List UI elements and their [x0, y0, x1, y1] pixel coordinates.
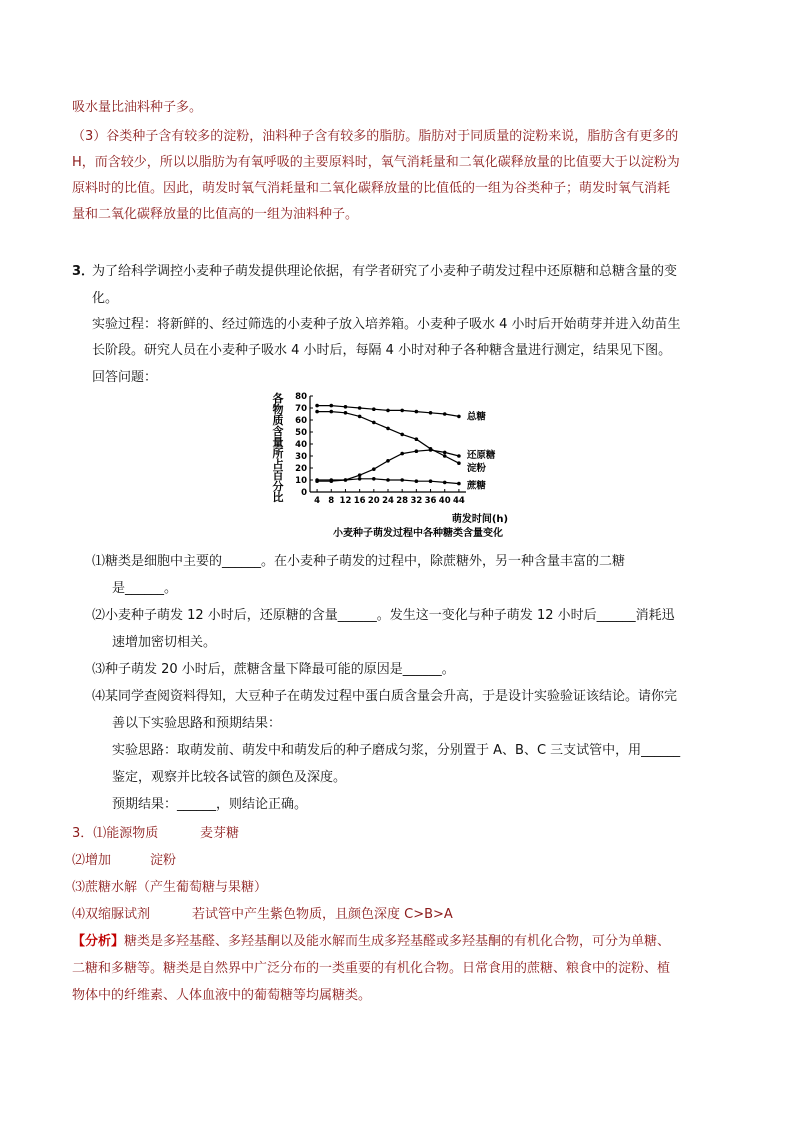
data-point [443, 454, 447, 458]
answer-1: 3．⑴能源物质 [72, 826, 159, 841]
data-point [315, 478, 319, 482]
x-axis-label: 萌发时间(h) [451, 514, 509, 525]
question-prompt: 回答问题： [92, 370, 158, 385]
experiment-process: 长阶段。研究人员在小麦种子吸水 4 小时后，每隔 4 小时对种子各种糖含量进行测定，结果见下图。 [92, 343, 672, 358]
y-tick-label: 40 [295, 440, 307, 450]
data-point [400, 478, 404, 482]
analysis-tag: 【分析】 [72, 934, 125, 949]
answer-2: ⑵增加 [72, 853, 112, 868]
sub-question-3: ⑶种子萌发 20 小时后，蔗糖含量下降最可能的原因是______。 [92, 662, 455, 677]
y-tick-label: 20 [295, 464, 307, 474]
data-point [457, 415, 461, 419]
prev-answer-line: （3）谷类种子含有较多的淀粉，油料种子含有较多的脂肪。脂肪对于同质量的淀粉来说，脂肪含有更多的 [72, 129, 679, 144]
y-tick-label: 30 [295, 452, 307, 462]
x-tick-label: 24 [382, 496, 394, 506]
answer-4-b: 若试管中产生紫色物质，且颜色深度 C>B>A [192, 907, 453, 922]
y-axis-label-char: 质 [272, 414, 284, 427]
data-point [344, 411, 348, 415]
data-point [372, 421, 376, 425]
data-point [415, 449, 419, 453]
question-stem: 为了给科学调控小麦种子萌发提供理论依据，有学者研究了小麦种子萌发过程中还原糖和总糖含量的变 [92, 264, 678, 279]
y-axis-label-char: 含 [272, 425, 284, 438]
data-point [415, 437, 419, 441]
x-tick-label: 8 [328, 496, 335, 506]
analysis-text: 糖类是多羟基醛、多羟基酮以及能水解而生成多羟基醛或多羟基酮的有机化合物，可分为单糖、 [124, 934, 671, 949]
sub-question-1-cont: 是______。 [112, 581, 178, 596]
series-label: 还原糖 [466, 450, 496, 461]
data-point [443, 481, 447, 485]
experiment-process: 实验过程：将新鲜的、经过筛选的小麦种子放入培养箱。小麦种子吸水 4 小时后开始萌芽并进入幼苗生 [92, 317, 681, 332]
series-line-还原糖 [317, 450, 459, 481]
data-point [386, 409, 390, 413]
y-tick-label: 10 [295, 476, 307, 486]
y-tick-label: 50 [295, 428, 307, 438]
y-tick-label: 80 [295, 392, 307, 402]
x-tick-label: 44 [452, 496, 465, 506]
x-tick-label: 28 [396, 496, 409, 506]
data-point [386, 478, 390, 482]
expected-result: 预期结果：______，则结论正确。 [112, 797, 308, 812]
x-tick-label: 20 [367, 496, 380, 506]
x-tick-label: 16 [353, 496, 366, 506]
series-line-淀粉 [317, 412, 459, 464]
prev-answer-line: 量和二氧化碳释放量的比值高的一组为油料种子。 [72, 207, 359, 222]
sub-question-2-cont: 速增加密切相关。 [112, 635, 217, 650]
y-axis-label-char: 量 [272, 436, 284, 449]
data-point [344, 405, 348, 409]
data-point [443, 451, 447, 455]
y-tick-label: 0 [301, 488, 307, 498]
data-point [457, 454, 461, 458]
series-label: 总糖 [466, 411, 486, 423]
y-axis-label-char: 占 [272, 458, 284, 471]
sub-question-4-cont: 善以下实验思路和预期结果： [112, 716, 282, 731]
answer-1-b: 麦芽糖 [200, 826, 240, 841]
data-point [358, 477, 362, 481]
analysis-paragraph [72, 930, 670, 949]
data-point [443, 412, 447, 416]
experiment-idea: 实验思路：取萌发前、萌发中和萌发后的种子磨成匀浆，分别置于 A、B、C 三支试管中，用______ [112, 743, 681, 758]
answer-3: ⑶蔗糖水解（产生葡萄糖与果糖） [72, 880, 268, 895]
data-point [400, 452, 404, 456]
y-tick-label: 60 [295, 416, 307, 426]
data-point [429, 447, 433, 451]
y-axis-label-char: 分 [272, 480, 284, 493]
data-point [329, 410, 333, 414]
x-tick-label: 12 [339, 496, 352, 506]
y-axis-label-char: 所 [272, 447, 284, 460]
data-point [386, 459, 390, 463]
data-point [329, 404, 333, 408]
data-point [344, 478, 348, 482]
data-point [315, 410, 319, 414]
sub-question-2: ⑵小麦种子萌发 12 小时后，还原糖的含量______。发生这一变化与种子萌发 12 小时后______消耗迅 [92, 608, 675, 623]
data-point [372, 407, 376, 411]
sugar-content-chart [268, 390, 528, 540]
analysis-text: 二糖和多糖等。糖类是自然界中广泛分布的一类重要的有机化合物。日常食用的蔗糖、粮食中的淀粉、植 [72, 961, 671, 976]
chart-title: 小麦种子萌发过程中各种糖类含量变化 [333, 528, 503, 539]
data-point [457, 482, 461, 486]
y-axis-label-char: 各 [272, 392, 284, 405]
series-label: 蔗糖 [466, 480, 486, 492]
sub-question-1: ⑴糖类是细胞中主要的______。在小麦种子萌发的过程中，除蔗糖外，另一种含量丰富的二糖 [92, 554, 626, 569]
data-point [358, 415, 362, 419]
y-axis-label-char: 比 [272, 491, 284, 504]
prev-answer-line: 吸水量比油料种子多。 [72, 100, 203, 115]
data-point [315, 404, 319, 408]
data-point [429, 479, 433, 483]
data-point [329, 478, 333, 482]
answer-4: ⑷双缩脲试剂 [72, 907, 151, 922]
x-tick-label: 32 [410, 496, 423, 506]
y-axis-label-char: 百 [272, 469, 284, 482]
data-point [400, 433, 404, 437]
experiment-idea-cont: 鉴定，观察并比较各试管的颜色及深度。 [112, 770, 347, 785]
question-number: 3． [72, 264, 95, 279]
answer-2-b: 淀粉 [150, 853, 177, 868]
data-point [457, 461, 461, 465]
data-point [415, 410, 419, 414]
y-axis-label-char: 物 [272, 403, 284, 416]
y-tick-label: 70 [295, 404, 307, 414]
data-point [372, 467, 376, 471]
prev-answer-line: 原料时的比值。因此，萌发时氧气消耗量和二氧化碳释放量的比值低的一组为谷类种子；萌发时氧气消耗 [72, 181, 671, 196]
data-point [429, 411, 433, 415]
x-tick-label: 40 [438, 496, 451, 506]
data-point [358, 406, 362, 410]
prev-answer-line: H，而含较少，所以以脂肪为有氧呼吸的主要原料时，氧气消耗量和二氧化碳释放量的比值要大于以淀粉为 [72, 155, 680, 170]
x-tick-label: 4 [314, 496, 321, 506]
x-tick-label: 36 [424, 496, 437, 506]
data-point [415, 479, 419, 483]
data-point [372, 477, 376, 481]
sub-question-4: ⑷某同学查阅资料得知，大豆种子在萌发过程中蛋白质含量会升高，于是设计实验验证该结论。请你完 [92, 689, 678, 704]
data-point [400, 409, 404, 413]
analysis-text: 物体中的纤维素、人体血液中的葡萄糖等均属糖类。 [72, 988, 372, 1003]
data-point [386, 427, 390, 431]
data-point [358, 473, 362, 477]
series-label: 淀粉 [466, 463, 486, 475]
question-stem: 化。 [92, 291, 119, 306]
